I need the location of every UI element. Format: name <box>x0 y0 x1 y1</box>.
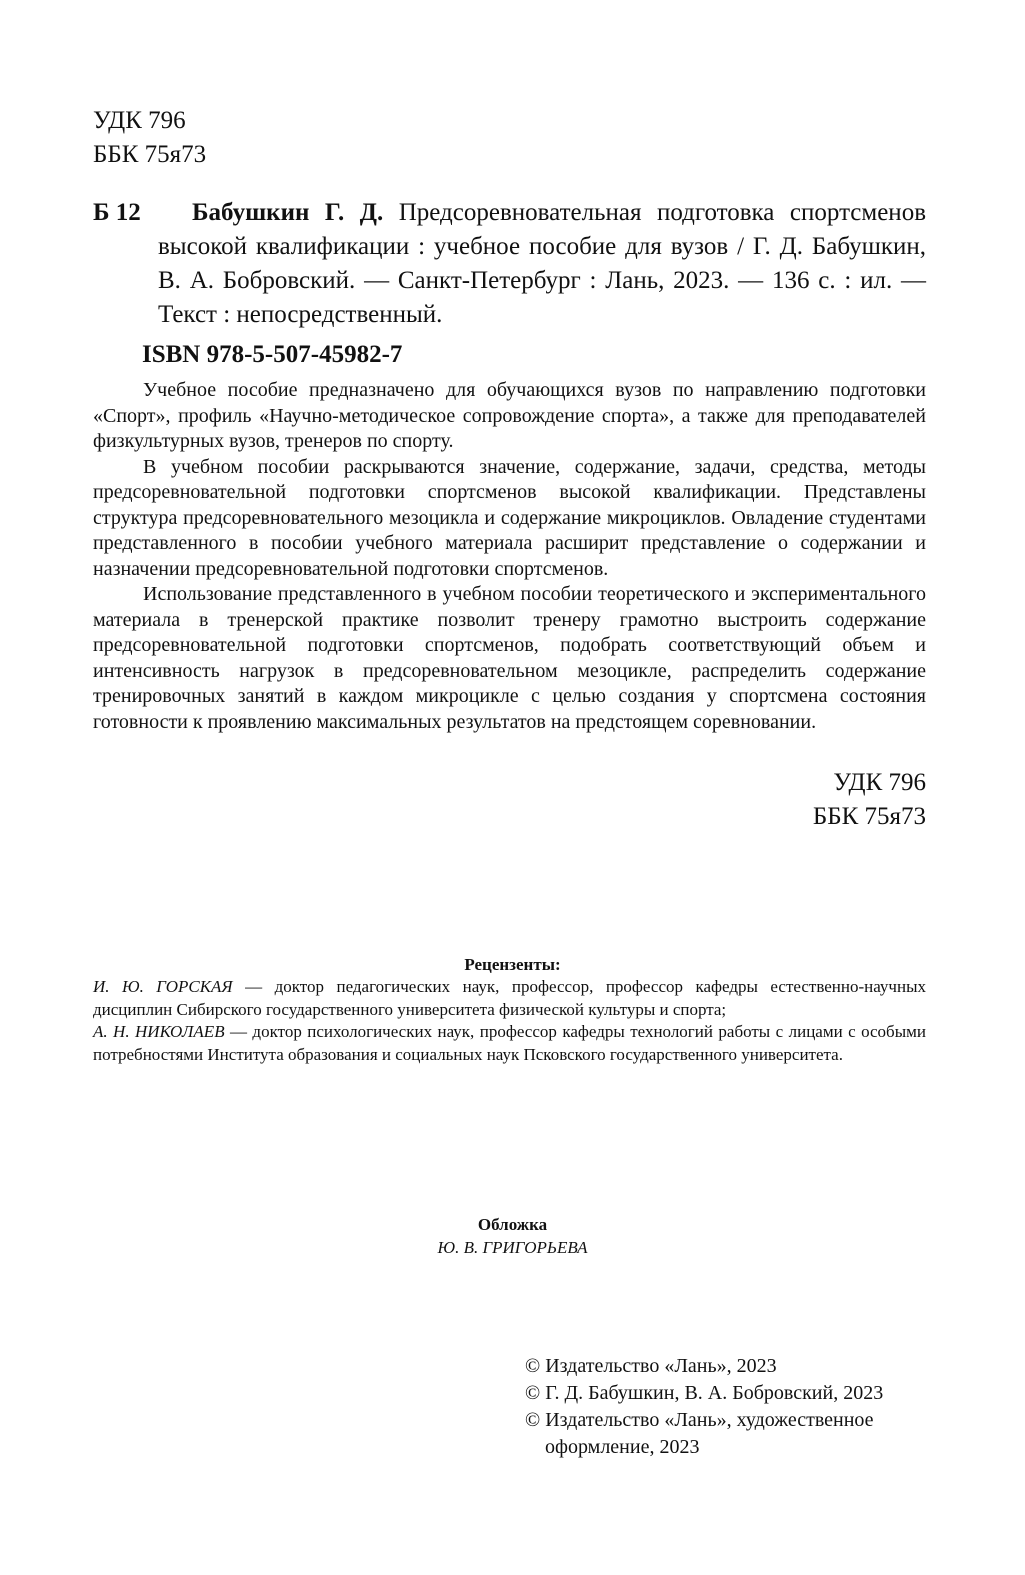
isbn: ISBN 978-5-507-45982-7 <box>142 341 403 368</box>
annotation-paragraph: Учебное пособие предназначено для обучающихся вузов по направлению подготовки «Спорт», профиль «Научно-методическое сопровождение спорта», а также для преподавателей физкультурных вузов, тренеров по спорту. <box>93 379 926 452</box>
annotation-paragraph: Использование представленного в учебном пособии теоретического и экспериментального материала в тренерской практике позволит тренеру грамотно выстроить содержание предсоревновательной подготовки спортсменов, подобрать соответствующий объем и интенсивность нагрузок в предсоревновательном мезоцикле, распределить содержание тренировочных занятий в каждом микроцикле с целью создания у спортсмена состояния готовности к проявлению максимальных результатов на предстоящем соревновании. <box>93 583 926 733</box>
reviewer-credentials: — доктор психологических наук, профессор кафедры технологий работы с лицами с особыми потребностями Института образования и социальных наук Псковского государственного университета. <box>93 1022 926 1064</box>
udk-code: УДК 796 <box>833 769 926 796</box>
reviewer-name: А. Н. НИКОЛАЕВ <box>93 1022 225 1041</box>
bbk-code: ББК 75я73 <box>93 141 207 168</box>
reviewer-entry <box>93 976 926 1021</box>
cover-designer: Ю. В. ГРИГОРЬЕВА <box>437 1238 588 1257</box>
copyright-line-continuation: оформление, 2023 <box>545 1436 700 1458</box>
classification-codes <box>93 104 206 172</box>
copyright-line: © Г. Д. Бабушкин, В. А. Бобровский, 2023 <box>525 1382 884 1404</box>
reviewer-name: И. Ю. ГОРСКАЯ <box>93 977 233 996</box>
bibliographic-entry <box>158 196 926 332</box>
reviewer-entry <box>93 1021 926 1066</box>
copyright-block <box>525 1353 935 1461</box>
cover-title: Обложка <box>477 1215 548 1234</box>
classification-codes-bottom <box>813 766 926 834</box>
author-mark: Б 12 <box>93 199 141 226</box>
copyright-line: © Издательство «Лань», художественное <box>525 1409 874 1431</box>
copyright-line: © Издательство «Лань», 2023 <box>525 1355 777 1377</box>
udk-code: УДК 796 <box>93 107 186 134</box>
annotation-paragraph: В учебном пособии раскрываются значение, содержание, задачи, средства, методы предсоревновательной подготовки спортсменов высокой квалификации. Представлены структура предсоревновательного мезоцикла и содержание микроциклов. Овладение студентами представленного в пособии учебного материала расширит представление о содержании и назначении предсоревновательной подготовки спортсменов. <box>93 455 926 580</box>
reviewer-credentials: — доктор педагогических наук, профессор, профессор кафедры естественно-научных дисциплин Сибирского государственного университета физической культуры и спорта; <box>93 977 926 1019</box>
annotation <box>93 378 926 735</box>
bbk-code: ББК 75я73 <box>812 803 926 830</box>
reviewers-title: Рецензенты: <box>464 955 561 974</box>
entry-author: Бабушкин Г. Д. <box>192 199 384 226</box>
entry-description: Предсоревновательная подготовка спортсменов высокой квалификации : учебное пособие для вузов / Г. Д. Бабушкин, В. А. Бобровский. — Санкт-Петербург : Лань, 2023. — 136 с. : ил. — Текст : непосредственный. <box>158 199 926 328</box>
reviewers-list <box>93 976 926 1066</box>
